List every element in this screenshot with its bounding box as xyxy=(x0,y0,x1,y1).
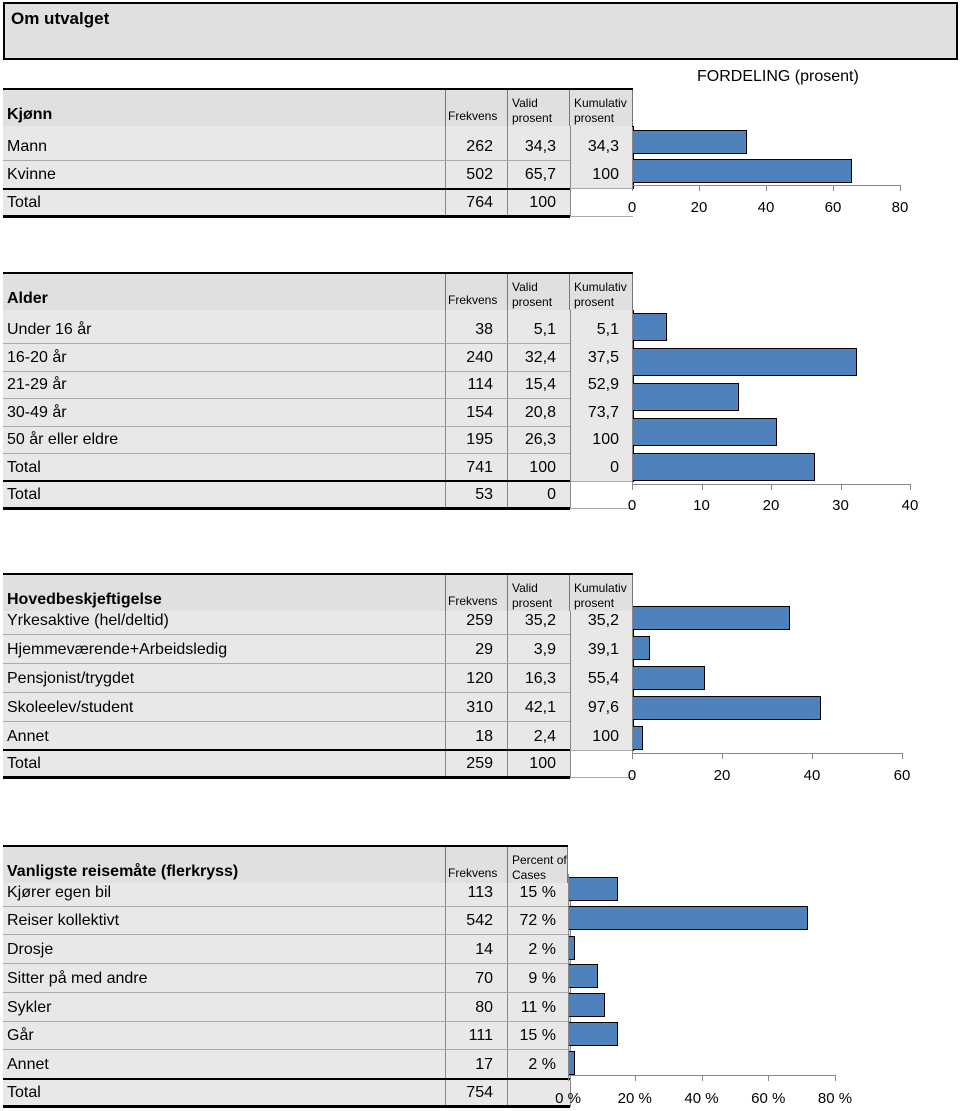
chart-tick xyxy=(632,753,633,759)
cell-frekvens: 310 xyxy=(466,699,493,716)
cell-frekvens: 17 xyxy=(475,1056,493,1073)
cell-valid: 42,1 xyxy=(524,699,556,716)
table-header xyxy=(3,272,633,312)
row-label: Total xyxy=(7,486,41,503)
row-label: 50 år eller eldre xyxy=(7,431,119,448)
table-row xyxy=(3,994,568,1022)
cell-frekvens: 195 xyxy=(466,431,493,448)
cell-frekvens: 18 xyxy=(475,728,493,745)
table-title: Alder xyxy=(7,290,48,307)
cell-valid: 5,1 xyxy=(533,321,556,338)
column-divider xyxy=(445,847,446,883)
chart-axis-y xyxy=(568,874,569,1075)
column-divider xyxy=(569,274,570,310)
row-separator xyxy=(3,663,570,664)
total-bottom-line xyxy=(3,776,570,779)
cell-frekvens: 259 xyxy=(466,612,493,629)
chart-tick xyxy=(702,1075,703,1081)
cell-valid: 35,2 xyxy=(524,612,556,629)
row-label: Sitter på med andre xyxy=(7,970,148,987)
chart-tick xyxy=(632,185,633,191)
cell-kumulativ: 100 xyxy=(592,166,619,183)
table-row xyxy=(3,1079,568,1107)
chart-tick xyxy=(902,753,903,759)
cell-kumulativ: 73,7 xyxy=(587,404,619,421)
chart-tick-label: 0 xyxy=(627,497,637,514)
chart-tick xyxy=(910,484,911,490)
cell-kumulativ: 0 xyxy=(610,459,619,476)
row-label: Reiser kollektivt xyxy=(7,912,120,929)
chart-tick xyxy=(766,185,767,191)
col-header-line: Cases xyxy=(512,868,547,882)
cell-valid: 16,3 xyxy=(524,670,556,687)
bar-2-3 xyxy=(632,383,739,411)
col-header-frekvens: Frekvens xyxy=(448,109,498,123)
col-header-frekvens: Frekvens xyxy=(448,594,498,608)
table-row xyxy=(3,965,568,993)
table-row xyxy=(3,161,633,189)
table-row xyxy=(3,371,633,399)
cell-valid: 100 xyxy=(529,194,556,211)
column-divider xyxy=(569,575,570,611)
col-header-line: prosent xyxy=(574,596,615,610)
row-label: Total xyxy=(7,755,41,772)
bar-4-6 xyxy=(568,1022,618,1046)
chart-tick-label: 20 xyxy=(762,497,780,514)
table-row xyxy=(3,426,633,454)
cell-valid: 65,7 xyxy=(524,166,556,183)
total-top-line xyxy=(3,188,570,190)
table-title: Hovedbeskjeftigelse xyxy=(7,591,162,608)
table-row xyxy=(3,665,633,693)
cell-valid: 15,4 xyxy=(524,376,556,393)
column-divider xyxy=(632,90,633,126)
cell-frekvens: 14 xyxy=(475,941,493,958)
table-row xyxy=(3,723,633,751)
table-row xyxy=(3,454,633,482)
cell-frekvens: 741 xyxy=(466,459,493,476)
bar-3-3 xyxy=(632,666,705,690)
bar-3-4 xyxy=(632,696,821,720)
cell-valid: 100 xyxy=(529,459,556,476)
table-row xyxy=(3,316,633,344)
chart-tick-label: 60 xyxy=(824,199,842,216)
chart-tick-label: 0 xyxy=(627,199,637,216)
bar-3-5 xyxy=(632,726,643,750)
row-label: Total xyxy=(7,194,41,211)
row-label: Drosje xyxy=(7,941,54,958)
chart-heading: FORDELING (prosent) xyxy=(697,68,859,85)
cell-pct: 15 % xyxy=(519,1027,556,1044)
table-title: Kjønn xyxy=(7,106,53,123)
cell-kumulativ: 35,2 xyxy=(587,612,619,629)
total-bottom-line xyxy=(3,1105,570,1108)
total-top-line xyxy=(3,480,570,482)
chart-tick xyxy=(722,753,723,759)
row-label: 16-20 år xyxy=(7,349,67,366)
row-separator xyxy=(3,963,570,964)
table-row xyxy=(3,636,633,664)
table-row xyxy=(3,344,633,372)
col-header-valid xyxy=(512,96,552,126)
chart-tick xyxy=(768,1075,769,1081)
col-header-line: prosent xyxy=(574,111,615,125)
cell-frekvens: 113 xyxy=(467,884,493,901)
chart-tick-label: 60 % xyxy=(751,1090,786,1107)
cell-frekvens: 111 xyxy=(468,1027,493,1044)
bar-2-2 xyxy=(632,348,857,376)
cell-frekvens: 38 xyxy=(475,321,493,338)
column-divider xyxy=(632,274,633,310)
row-separator xyxy=(3,692,570,693)
cell-frekvens: 114 xyxy=(467,376,493,393)
table-row xyxy=(3,133,633,161)
chart-tick-label: 20 xyxy=(690,199,708,216)
col-header-line: Valid xyxy=(512,581,538,595)
chart-tick xyxy=(568,1075,569,1081)
row-separator xyxy=(3,634,570,635)
row-label: Under 16 år xyxy=(7,321,92,338)
row-label: Pensjonist/trygdet xyxy=(7,670,135,687)
chart-tick-label: 40 % xyxy=(684,1090,719,1107)
chart-tick xyxy=(833,185,834,191)
chart-axis-x xyxy=(632,753,902,754)
row-label: Annet xyxy=(7,1056,49,1073)
row-separator xyxy=(3,992,570,993)
bar-4-1 xyxy=(568,877,618,901)
cell-frekvens: 262 xyxy=(466,138,493,155)
cell-kumulativ: 52,9 xyxy=(587,376,619,393)
col-header-line: Valid xyxy=(512,96,538,110)
column-divider xyxy=(507,90,508,126)
chart-tick-label: 0 % xyxy=(555,1090,581,1107)
column-divider xyxy=(445,90,446,126)
row-label: Yrkesaktive (hel/deltid) xyxy=(7,612,169,629)
col-header-valid xyxy=(512,280,552,310)
col-header-line: Valid xyxy=(512,280,538,294)
table-row xyxy=(3,694,633,722)
chart-tick xyxy=(699,185,700,191)
cell-valid: 100 xyxy=(529,755,556,772)
cell-frekvens: 120 xyxy=(466,670,493,687)
bar-3-2 xyxy=(632,636,650,660)
col-header-line: prosent xyxy=(512,596,553,610)
chart-axis-y xyxy=(632,603,633,753)
row-separator xyxy=(3,1049,570,1050)
chart-tick-label: 40 xyxy=(901,497,919,514)
page-title: Om utvalget xyxy=(11,9,110,28)
cell-valid: 32,4 xyxy=(524,349,556,366)
row-label: Kvinne xyxy=(7,166,56,183)
row-separator xyxy=(3,721,570,722)
bar-4-2 xyxy=(568,906,808,930)
row-label: Total xyxy=(7,1084,41,1101)
total-top-line xyxy=(3,749,570,751)
bar-1-1 xyxy=(632,130,747,154)
bar-2-5 xyxy=(632,453,815,481)
chart-tick-label: 40 xyxy=(757,199,775,216)
chart-tick xyxy=(900,185,901,191)
cell-valid: 34,3 xyxy=(524,138,556,155)
cell-valid: 20,8 xyxy=(524,404,556,421)
col-header-frekvens: Frekvens xyxy=(448,866,498,880)
column-divider xyxy=(507,274,508,310)
cell-frekvens: 542 xyxy=(466,912,493,929)
chart-tick-label: 20 xyxy=(713,767,731,784)
bar-1-2 xyxy=(632,159,852,183)
cell-kumulativ: 39,1 xyxy=(587,641,619,658)
table-row xyxy=(3,750,633,778)
cell-valid: 3,9 xyxy=(533,641,556,658)
table-row xyxy=(3,879,568,907)
chart-tick xyxy=(812,753,813,759)
chart-tick-label: 30 xyxy=(832,497,849,514)
cell-pct: 2 % xyxy=(528,941,556,958)
cell-valid: 26,3 xyxy=(524,431,556,448)
cell-frekvens: 70 xyxy=(475,970,493,987)
row-label: Går xyxy=(7,1027,34,1044)
cell-frekvens: 29 xyxy=(475,641,493,658)
table-row xyxy=(3,907,568,935)
column-divider xyxy=(507,575,508,611)
col-header-line: Kumulativ xyxy=(574,280,627,294)
cell-pct: 72 % xyxy=(519,912,556,929)
column-divider xyxy=(569,90,570,126)
chart-tick-label: 0 xyxy=(627,767,637,784)
col-header-kumulativ xyxy=(574,96,627,126)
cell-kumulativ: 55,4 xyxy=(587,670,619,687)
cell-kumulativ: 34,3 xyxy=(587,138,619,155)
cell-frekvens: 53 xyxy=(475,486,493,503)
table-row xyxy=(3,1051,568,1079)
row-label: 21-29 år xyxy=(7,376,67,393)
cell-frekvens: 240 xyxy=(466,349,493,366)
bar-4-4 xyxy=(568,964,598,988)
chart-tick-label: 80 % xyxy=(817,1090,853,1107)
col-header-line: Kumulativ xyxy=(574,96,627,110)
col-header-line: prosent xyxy=(512,295,553,309)
cell-frekvens: 154 xyxy=(466,404,493,421)
col-header-line: prosent xyxy=(574,295,615,309)
chart-tick-label: 60 xyxy=(893,767,911,784)
cell-pct: 15 % xyxy=(519,884,556,901)
cell-valid: 2,4 xyxy=(533,728,556,745)
col-header-line: prosent xyxy=(512,111,553,125)
chart-tick-label: 80 xyxy=(891,199,909,216)
cell-kumulativ: 97,6 xyxy=(587,699,619,716)
chart-tick xyxy=(835,1075,836,1081)
section-header xyxy=(3,2,958,60)
cell-pct: 9 % xyxy=(528,970,556,987)
chart-tick xyxy=(632,484,633,490)
table-row xyxy=(3,936,568,964)
col-header-line: Kumulativ xyxy=(574,581,627,595)
table-row xyxy=(3,189,633,217)
total-bottom-line xyxy=(3,507,570,510)
chart-tick xyxy=(635,1075,636,1081)
col-header-line: Percent of xyxy=(512,853,567,867)
chart-tick-label: 20 % xyxy=(617,1090,652,1107)
total-top-line xyxy=(3,1078,570,1080)
chart-tick-label: 40 xyxy=(803,767,821,784)
column-divider xyxy=(445,575,446,611)
chart-tick-label: 10 xyxy=(693,497,710,514)
chart-tick xyxy=(841,484,842,490)
cell-kumulativ: 37,5 xyxy=(587,349,619,366)
row-label: Mann xyxy=(7,138,48,155)
row-label: Skoleelev/student xyxy=(7,699,134,716)
chart-tick xyxy=(771,484,772,490)
table-row xyxy=(3,399,633,427)
cell-frekvens: 764 xyxy=(466,194,493,211)
bar-3-1 xyxy=(632,606,790,630)
chart-tick xyxy=(702,484,703,490)
cell-frekvens: 80 xyxy=(475,999,493,1016)
bar-4-7 xyxy=(568,1051,575,1075)
row-label: 30-49 år xyxy=(7,404,67,421)
row-label: Total xyxy=(7,459,41,476)
table-title: Vanligste reisemåte (flerkryss) xyxy=(7,863,239,880)
table-row xyxy=(3,481,633,509)
col-header-frekvens: Frekvens xyxy=(448,293,498,307)
cell-frekvens: 754 xyxy=(466,1084,493,1101)
bar-2-1 xyxy=(632,313,667,341)
cell-frekvens: 502 xyxy=(466,166,493,183)
cell-valid: 0 xyxy=(547,486,556,503)
cell-pct: 11 % xyxy=(520,999,556,1016)
cell-kumulativ: 100 xyxy=(592,728,619,745)
row-label: Kjører egen bil xyxy=(7,884,112,901)
row-label: Hjemmeværende+Arbeidsledig xyxy=(7,641,228,658)
row-label: Annet xyxy=(7,728,49,745)
bar-4-5 xyxy=(568,993,605,1017)
cell-frekvens: 259 xyxy=(466,755,493,772)
column-divider xyxy=(507,847,508,883)
table-row xyxy=(3,1022,568,1050)
cell-pct: 2 % xyxy=(528,1056,556,1073)
row-separator xyxy=(3,934,570,935)
chart-axis-y xyxy=(632,127,633,185)
bar-4-3 xyxy=(568,936,575,960)
row-label: Sykler xyxy=(7,999,52,1016)
cell-kumulativ: 5,1 xyxy=(596,321,619,338)
bar-2-4 xyxy=(632,418,777,446)
cell-kumulativ: 100 xyxy=(592,431,619,448)
table-row xyxy=(3,607,633,635)
chart-axis-y xyxy=(632,310,633,484)
col-header-kumulativ xyxy=(574,280,627,310)
column-divider xyxy=(445,274,446,310)
total-bottom-line xyxy=(3,215,570,218)
table-header xyxy=(3,88,633,128)
